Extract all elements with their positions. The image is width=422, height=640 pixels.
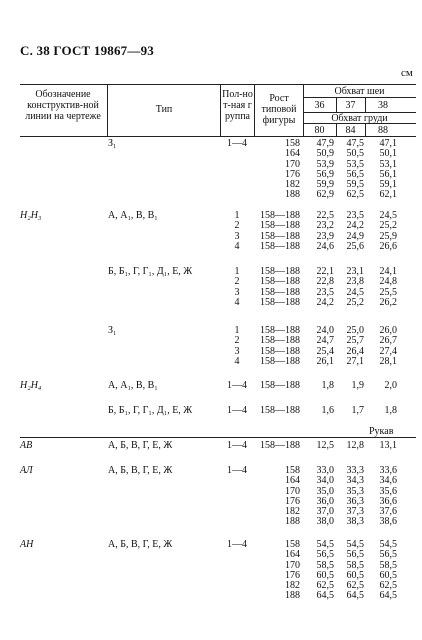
row-7-v2: 33,3 34,3 35,3 36,3 37,3 38,3 xyxy=(346,465,364,528)
row-7-v3: 33,6 34,6 35,6 36,6 37,6 38,6 xyxy=(379,465,397,528)
row-2-heights: 158—188 158—188 158—188 158—188 xyxy=(260,266,300,308)
row-2-v1: 22,1 22,8 23,5 24,2 xyxy=(316,266,334,308)
row-1-heights: 158—188 158—188 158—188 158—188 xyxy=(260,210,300,252)
row-4-group: 1—4 xyxy=(227,380,247,391)
table-header-rule xyxy=(20,136,416,137)
column-header-designation: Обозначение конструктив-ной линии на чертеже xyxy=(25,89,101,122)
neck-value-38: 38 xyxy=(378,100,388,111)
row-8-v1: 54,5 56,5 58,5 60,5 62,5 64,5 xyxy=(316,539,334,602)
row-2-v2: 23,1 23,8 24,5 25,2 xyxy=(346,266,364,308)
row-0-v1: 47,9 50,9 53,9 56,9 59,9 62,9 xyxy=(316,138,334,201)
row-5-v3: 1,8 xyxy=(384,405,397,416)
row-0-v2: 47,5 50,5 53,5 56,5 59,5 62,5 xyxy=(346,138,364,201)
chest-value-80: 80 xyxy=(314,125,325,136)
row-5-type: Б, Б₁, Г, Г₁, Д₁, Е, Ж xyxy=(108,405,193,416)
row-6-v1: 12,5 xyxy=(316,440,334,451)
row-7-type: А, Б, В, Г, Е, Ж xyxy=(108,465,173,476)
section-rule xyxy=(20,437,416,438)
row-2-group: 1 2 3 4 xyxy=(234,266,240,308)
row-8-group: 1—4 xyxy=(227,539,247,550)
row-6-v2: 12,8 xyxy=(346,440,364,451)
row-0-type: З₁ xyxy=(108,138,117,149)
unit-label: см xyxy=(401,67,413,79)
row-1-v3: 24,5 25,2 25,9 26,6 xyxy=(379,210,397,252)
row-3-v2: 25,0 25,7 26,4 27,1 xyxy=(346,325,364,367)
row-6-heights: 158—188 xyxy=(260,440,300,451)
row-1-v1: 22,5 23,2 23,9 24,6 xyxy=(316,210,334,252)
row-8-type: А, Б, В, Г, Е, Ж xyxy=(108,539,173,550)
row-3-type: З₁ xyxy=(108,325,117,336)
column-header-neck: Обхват шеи xyxy=(334,86,385,97)
row-5-heights: 158—188 xyxy=(260,405,300,416)
column-header-type: Тип xyxy=(155,104,173,115)
column-header-group: Пол-нот-ная группа xyxy=(222,89,253,122)
row-4-v3: 2,0 xyxy=(384,380,397,391)
row-3-group: 1 2 3 4 xyxy=(234,325,240,367)
row-1-designation: Н₂Н₃ xyxy=(20,210,42,221)
row-8-v3: 54,5 56,5 58,5 60,5 62,5 64,5 xyxy=(379,539,397,602)
neck-value-37: 37 xyxy=(345,100,356,111)
row-7-group: 1—4 xyxy=(227,465,247,476)
row-2-type: Б, Б₁, Г, Г₁, Д₁, Е, Ж xyxy=(108,266,193,277)
row-4-heights: 158—188 xyxy=(260,380,300,391)
column-header-chest: Обхват груди xyxy=(331,113,388,124)
row-4-designation: Н₂Н₄ xyxy=(20,380,42,391)
table-top-rule xyxy=(20,84,416,85)
row-6-designation: АВ xyxy=(20,440,33,451)
row-7-v1: 33,0 34,0 35,0 36,0 37,0 38,0 xyxy=(316,465,334,528)
chest-value-84: 84 xyxy=(345,125,356,136)
row-7-designation: АЛ xyxy=(20,465,33,476)
row-5-group: 1—4 xyxy=(227,405,247,416)
row-3-v1: 24,0 24,7 25,4 26,1 xyxy=(316,325,334,367)
row-1-v2: 23,5 24,2 24,9 25,6 xyxy=(346,210,364,252)
row-5-v2: 1,7 xyxy=(351,405,364,416)
column-header-height: Рост типовой фигуры xyxy=(261,93,297,126)
chest-value-88: 88 xyxy=(378,125,388,136)
row-1-type: А, А₁, В, В₁ xyxy=(108,210,158,221)
row-6-group: 1—4 xyxy=(227,440,247,451)
row-0-group: 1—4 xyxy=(227,138,247,149)
row-6-type: А, Б, В, Г, Е, Ж xyxy=(108,440,173,451)
row-7-heights: 158 164 170 176 182 188 xyxy=(285,465,300,528)
section-label: Рукав xyxy=(369,426,394,437)
row-4-v1: 1,8 xyxy=(321,380,334,391)
neck-rule xyxy=(303,97,416,98)
row-6-v3: 13,1 xyxy=(379,440,397,451)
neck-value-36: 36 xyxy=(314,100,325,111)
row-3-v3: 26,0 26,7 27,4 28,1 xyxy=(379,325,397,367)
row-4-type: А, А₁, В, В₁ xyxy=(108,380,158,391)
row-3-heights: 158—188 158—188 158—188 158—188 xyxy=(260,325,300,367)
row-8-heights: 158 164 170 176 182 188 xyxy=(285,539,300,602)
row-8-designation: АН xyxy=(20,539,34,550)
row-8-v2: 54,5 56,5 58,5 60,5 62,5 64,5 xyxy=(346,539,364,602)
row-1-group: 1 2 3 4 xyxy=(234,210,240,252)
row-4-v2: 1,9 xyxy=(351,380,364,391)
page-header: С. 38 ГОСТ 19867—93 xyxy=(20,43,154,58)
row-2-v3: 24,1 24,8 25,5 26,2 xyxy=(379,266,397,308)
row-0-heights: 158 164 170 176 182 188 xyxy=(285,138,300,201)
row-5-v1: 1,6 xyxy=(321,405,334,416)
row-0-v3: 47,1 50,1 53,1 56,1 59,1 62,1 xyxy=(379,138,397,201)
